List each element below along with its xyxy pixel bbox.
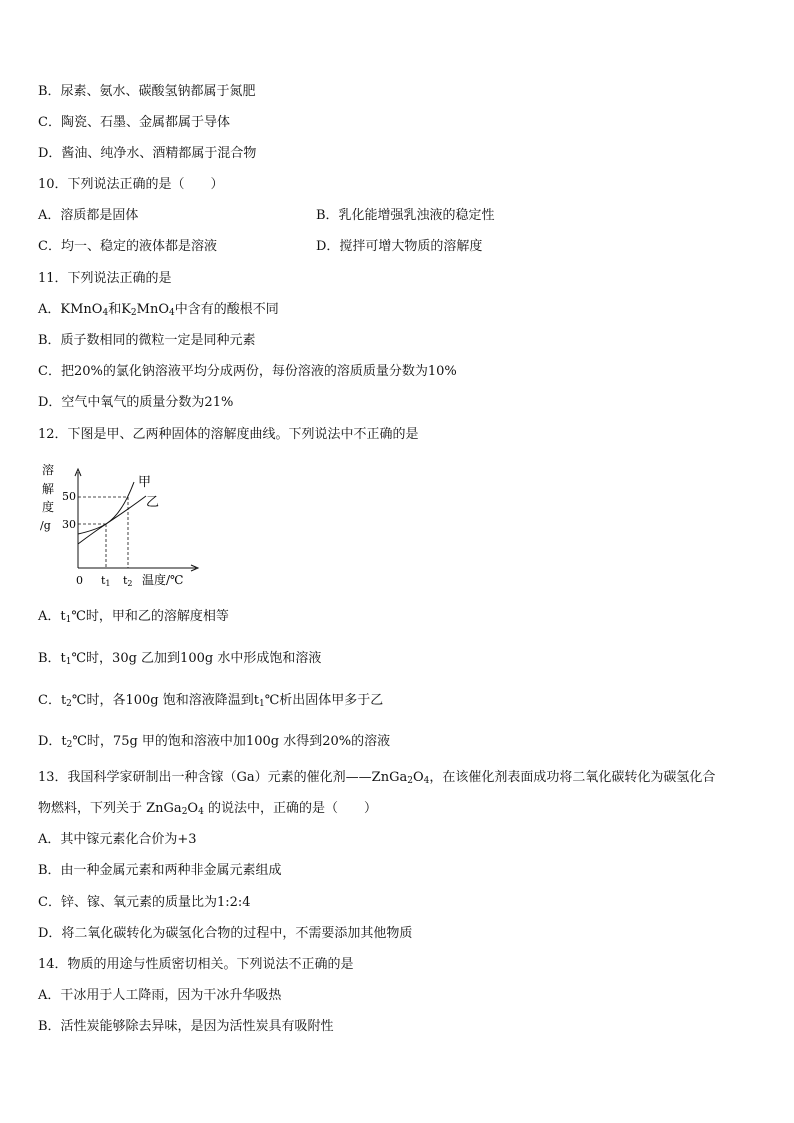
- x-tick-label-0: 0: [76, 574, 83, 587]
- q13-option-b: B．由一种金属元素和两种非金属元素组成: [38, 863, 282, 878]
- y-tick-label-30: 30: [62, 518, 76, 531]
- solubility-curve-chart: [38, 460, 208, 590]
- q13-stem-line2: 物燃料，下列关于 $ZnGa_2O_4$ 的说法中，正确的是（ ）: [38, 801, 377, 817]
- x-axis-label: 温度/℃: [142, 573, 184, 587]
- x-tick-label-t1: t1: [101, 574, 111, 588]
- q13-option-c: C．锌、镓、氧元素的质量比为1:2:4: [38, 895, 251, 910]
- q9-option-d: D．酱油、纯净水、酒精都属于混合物: [38, 146, 257, 161]
- q12-option-a: A．$t_1℃$时，甲和乙的溶解度相等: [38, 609, 229, 625]
- q10-option-c: C．均一、稳定的液体都是溶液: [38, 239, 217, 254]
- q11-option-b: B．质子数相同的微粒一定是同种元素: [38, 333, 256, 348]
- q10-option-d: D．搅拌可增大物质的溶解度: [316, 239, 483, 254]
- y-axis-label-char: 解: [42, 482, 55, 496]
- q14-stem: 14．物质的用途与性质密切相关。下列说法不正确的是: [38, 957, 354, 972]
- q9-option-b: B．尿素、氨水、碳酸氢钠都属于氮肥: [38, 84, 256, 99]
- q11-option-a: A．KMnO$_4$和$K_2MnO_4$中含有的酸根不同: [38, 302, 279, 318]
- y-axis-label-char: 溶: [42, 463, 55, 477]
- x-tick-label-t2: t2: [123, 574, 133, 588]
- q14-option-a: A．干冰用于人工降雨，因为干冰升华吸热: [38, 988, 282, 1003]
- y-tick-label-50: 50: [62, 490, 76, 503]
- series-label-yi: 乙: [146, 495, 160, 510]
- q10-stem: 10．下列说法正确的是（ ）: [38, 177, 224, 192]
- q9-option-c: C．陶瓷、石墨、金属都属于导体: [38, 115, 230, 130]
- y-axis-label-char: /g: [40, 519, 51, 532]
- series-yi-curve: [78, 496, 146, 544]
- y-axis-label-char: 度: [42, 500, 55, 514]
- q11-option-d: D．空气中氧气的质量分数为21%: [38, 395, 234, 410]
- q12-option-b: B．$t_1℃$时，30g 乙加到100g 水中形成饱和溶液: [38, 651, 322, 667]
- q11-stem: 11．下列说法正确的是: [38, 271, 172, 286]
- q11-option-c: C．把20%的氯化钠溶液平均分成两份，每份溶液的溶质质量分数为10%: [38, 364, 457, 379]
- q13-option-d: D．将二氧化碳转化为碳氢化合物的过程中，不需要添加其他物质: [38, 926, 413, 941]
- q14-option-b: B．活性炭能够除去异味，是因为活性炭具有吸附性: [38, 1019, 334, 1034]
- q10-option-b: B．乳化能增强乳浊液的稳定性: [316, 208, 495, 223]
- q12-stem: 12．下图是甲、乙两种固体的溶解度曲线。下列说法中不正确的是: [38, 427, 419, 442]
- q13-option-a: A．其中镓元素化合价为+3: [38, 832, 197, 847]
- series-label-jia: 甲: [138, 475, 152, 490]
- q10-option-a: A．溶质都是固体: [38, 208, 139, 223]
- q12-option-d: D．$t_2℃$时，75g 甲的饱和溶液中加100g 水得到20%的溶液: [38, 734, 391, 750]
- q13-stem-line1: 13．我国科学家研制出一种含镓（Ga）元素的催化剂$——ZnGa_2O_4$，在该催化剂表面成功将二氧化碳转化为碳氢化合: [38, 770, 716, 786]
- q12-option-c: C．$t_2℃$时，各100g 饱和溶液降温到$t_1℃$析出固体甲多于乙: [38, 693, 384, 709]
